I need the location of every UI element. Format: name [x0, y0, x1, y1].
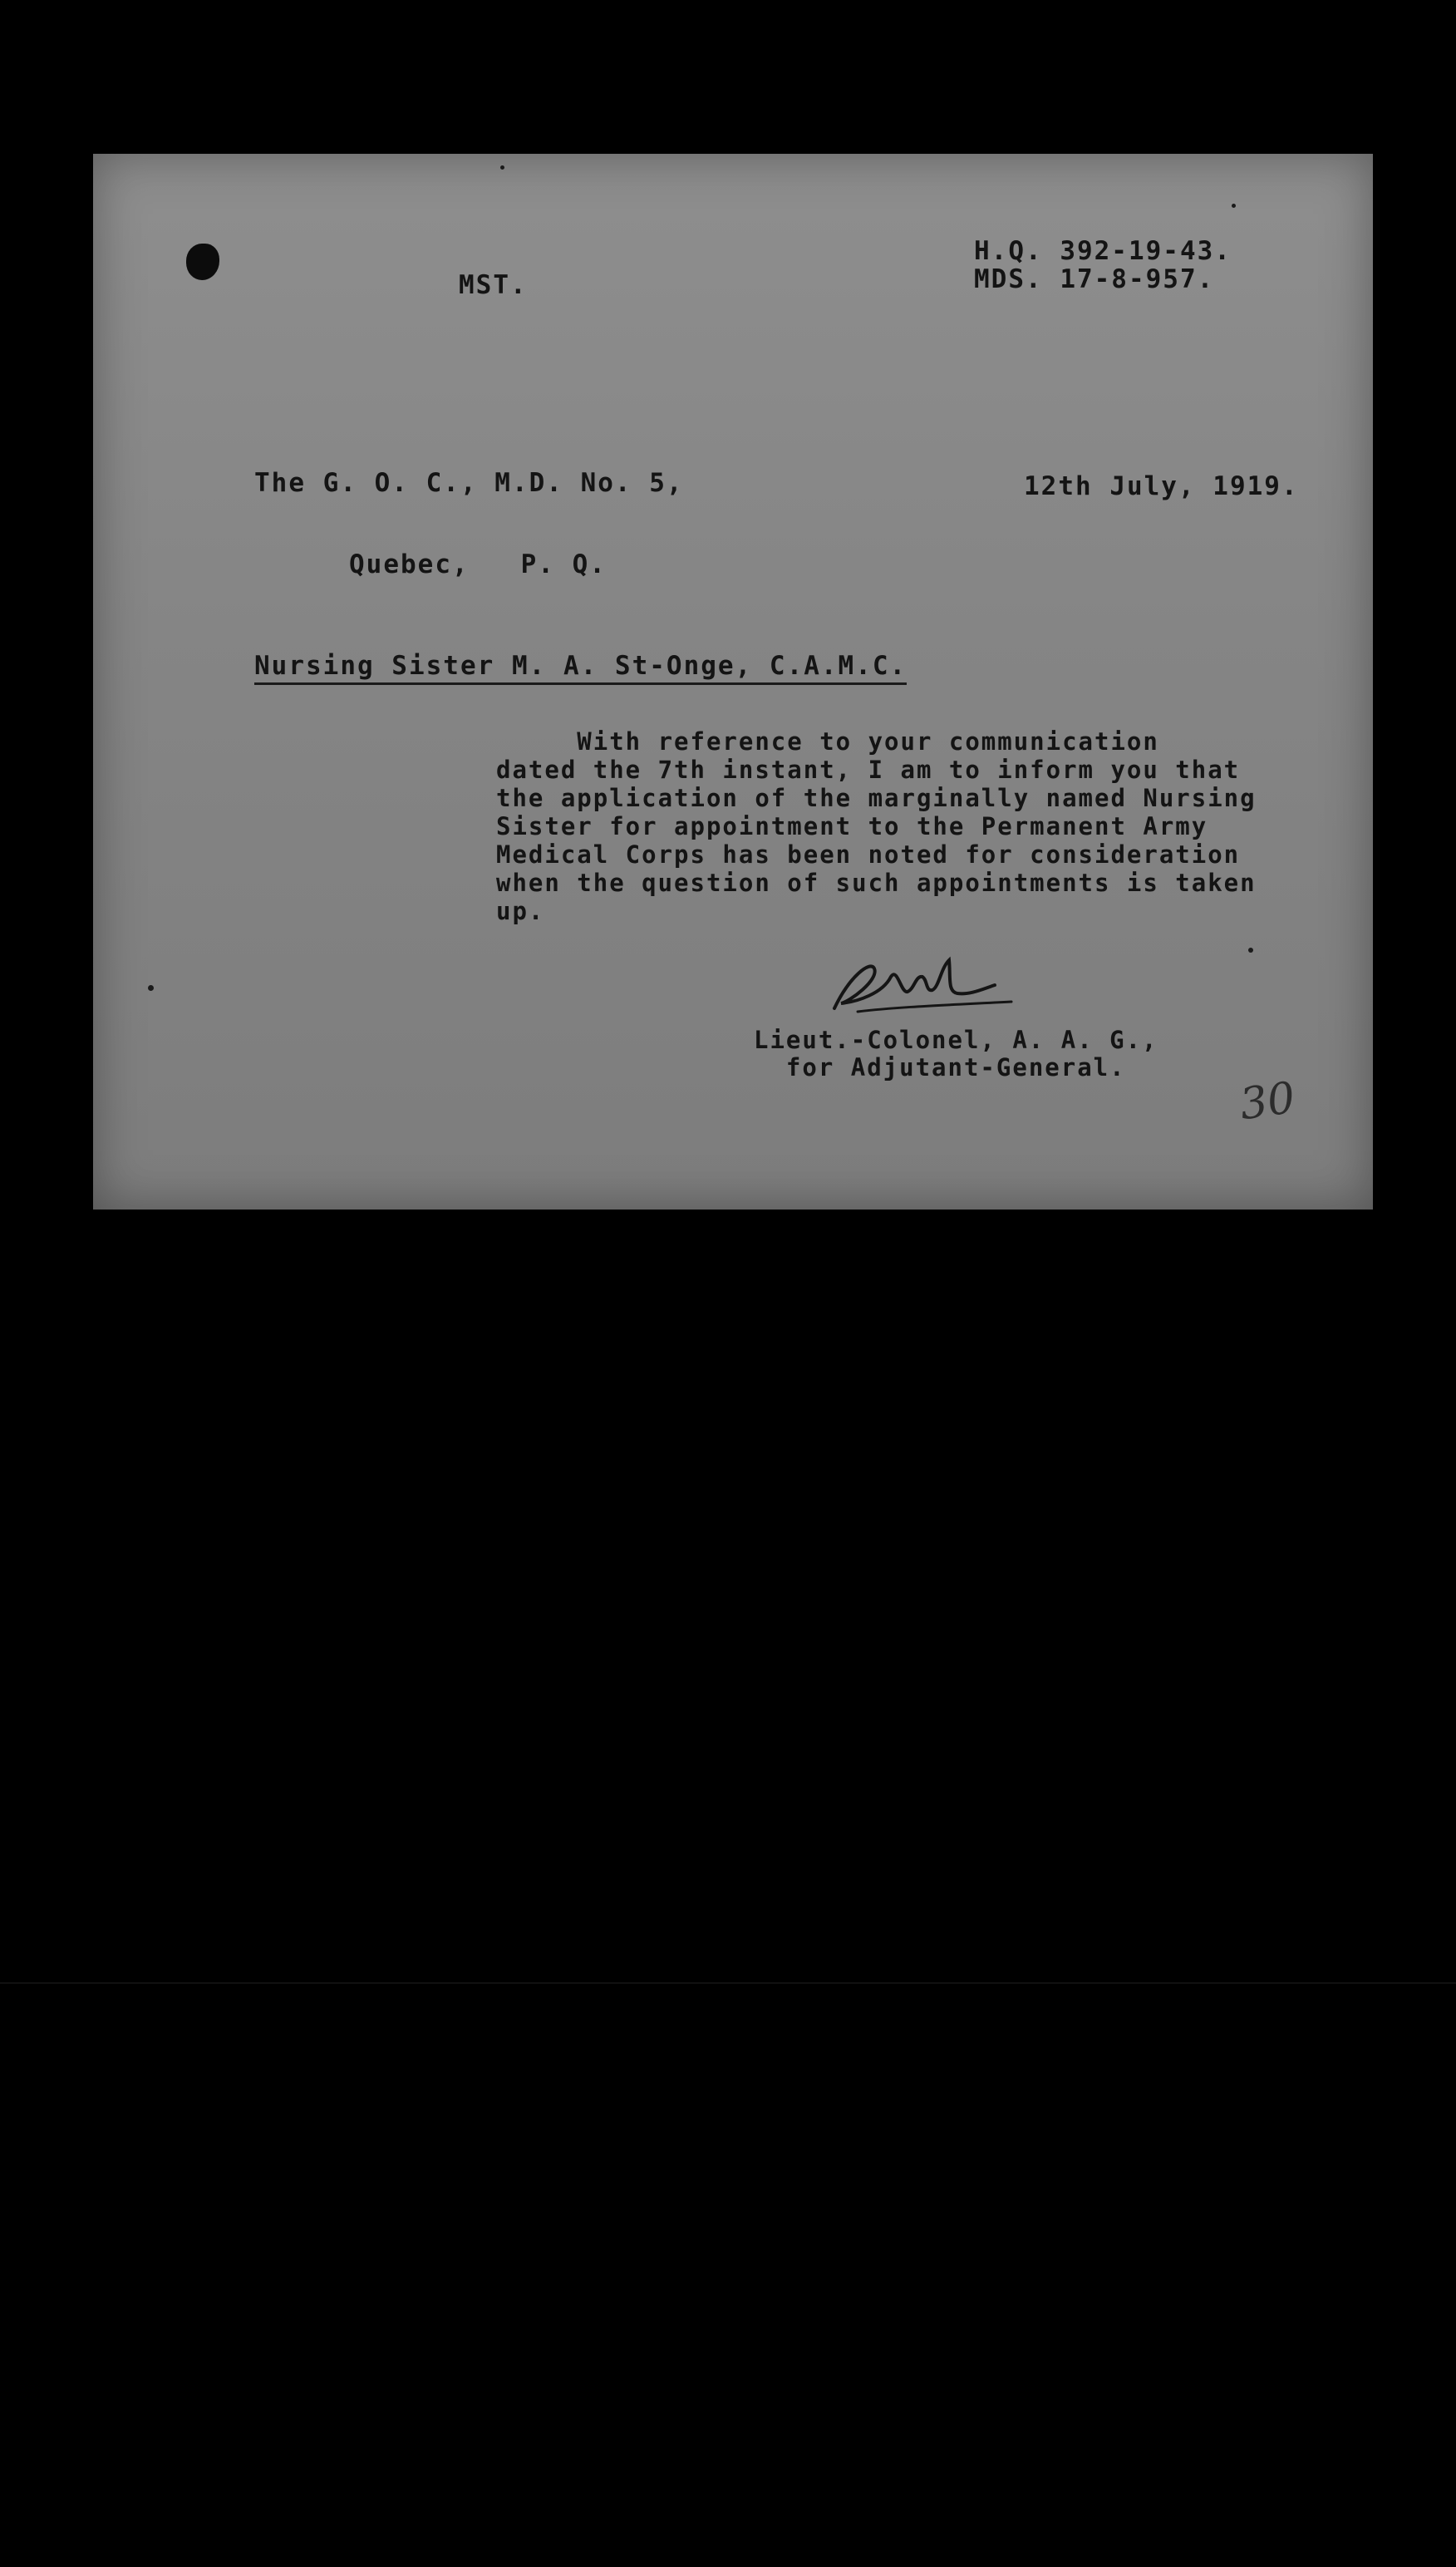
letter-date: 12th July, 1919.	[1024, 471, 1299, 501]
letter-body	[496, 727, 1257, 925]
pencil-page-number: 30	[1237, 1072, 1299, 1131]
punch-hole	[186, 244, 219, 280]
body-line: dated the 7th instant, I am to inform you that	[496, 756, 1241, 784]
file-reference-2: MDS. 17-8-957.	[974, 264, 1215, 294]
body-line: Sister for appointment to the Permanent Army	[496, 812, 1208, 840]
file-reference-block	[974, 237, 1232, 293]
body-line: up.	[496, 897, 545, 925]
speck	[1232, 204, 1236, 208]
body-line: With reference to your communication	[496, 727, 1159, 756]
speck	[1248, 948, 1253, 953]
body-line: Medical Corps has been noted for consideration	[496, 840, 1241, 869]
speck	[148, 985, 154, 991]
typist-initials: MST.	[459, 270, 528, 300]
signatory-for: for Adjutant-General.	[785, 1053, 1126, 1081]
subject-line: Nursing Sister M. A. St-Onge, C.A.M.C.	[254, 651, 907, 685]
signatory-block	[754, 1027, 1158, 1081]
addressee-city: Quebec, P. Q.	[349, 549, 607, 579]
letter-sheet	[93, 154, 1373, 1210]
body-line: when the question of such appointments is taken	[496, 869, 1257, 897]
speck	[500, 165, 504, 170]
file-reference-1: H.Q. 392-19-43.	[974, 236, 1232, 266]
addressee: The G. O. C., M.D. No. 5,	[254, 468, 684, 498]
handwritten-signature	[824, 944, 1024, 1018]
signatory-title: Lieut.-Colonel, A. A. G.,	[754, 1026, 1158, 1054]
body-line: the application of the marginally named Nursing	[496, 784, 1257, 812]
